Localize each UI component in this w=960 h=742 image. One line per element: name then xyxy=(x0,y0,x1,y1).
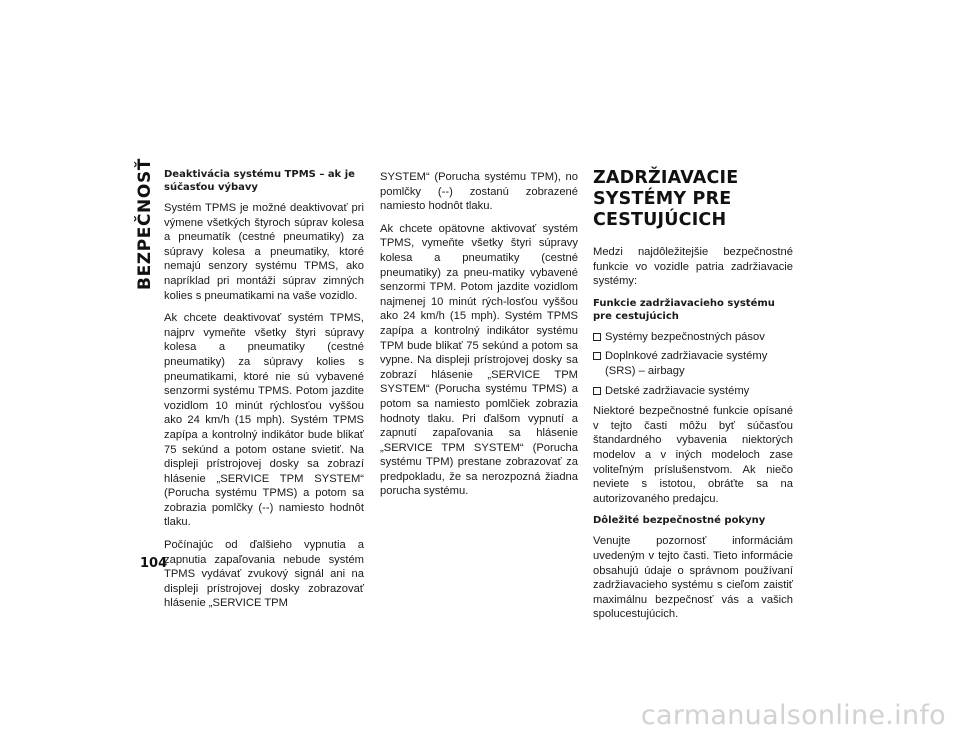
paragraph: Niektoré bezpečnostné funkcie opísané v tejto časti môžu byť súčasťou štandardného vybavenia niektorých modelov a v iných modeloch zase voliteľným príslušenstvom. Ak niečo neviete s istotou, obráťte sa na autorizovaného predajcu. xyxy=(593,405,793,505)
section-side-tab-label: BEZPEČNOSŤ xyxy=(135,158,155,290)
restraint-feature-list xyxy=(593,330,793,398)
safety-instructions-heading: Dôležité bezpečnostné pokyny xyxy=(593,515,766,527)
section-side-tab xyxy=(132,160,158,288)
list-item xyxy=(593,384,793,399)
section-title: ZADRŽIAVACIE SYSTÉMY PRE CESTUJÚCICH xyxy=(593,168,739,230)
paragraph: Ak chcete deaktivovať systém TPMS, najprv vymeňte všetky štyri súpravy kolesa a pneumatiky (cestné pneumatiky) za súpravy kolies s pneumatikami, ktoré nie sú vybavené senzormi systému TPMS. Potom jazdite vozidlom 10 minút rýchlosťou vyššou ako 24 km/h (15 mph). Systém TPMS zapípa a kontrolný indikátor bude blikať 75 sekúnd a potom ostane svietiť. Na displeji prístrojovej dosky sa zobrazí hlásenie „SERVICE TPM SYSTEM“ (Porucha systému TPMS) a potom sa zobrazia pomlčky (--) namiesto hodnôt tlaku. xyxy=(164,312,364,529)
checkbox-bullet-icon xyxy=(593,352,601,360)
restraint-features-heading: Funkcie zadržiavacieho systému pre cestujúcich xyxy=(593,297,775,322)
paragraph: Systém TPMS je možné deaktivovať pri výmene všetkých štyroch súprav kolesa a pneumatík (cestné pneumatiky) za súpravy kolesa a pneumatiky, ktoré nemajú senzory systému TPMS, ako napríklad pri montáži súprav zimných kolies s pneumatikami na vaše vozidlo. xyxy=(164,202,364,302)
list-item-text: Systémy bezpečnostných pásov xyxy=(605,330,765,343)
column-right xyxy=(593,168,793,630)
list-item xyxy=(593,349,793,378)
paragraph: Ak chcete opätovne aktivovať systém TPMS, vymeňte všetky štyri súpravy kolesa a pneumatiky (cestné pneumatiky) za pneu-matiky vybavené senzormi TPM. Potom jazdite vozidlom najmenej 10 minút rých-losťou vyššou ako 24 km/h (15 mph). Systém TPMS zapípa a kontrolný indikátor systému TPM bude blikať 75 sekúnd a potom sa vypne. Na displeji prístrojovej dosky sa zobrazí hlásenie „SERVICE TPM SYSTEM“ (Porucha systému TPMS) a potom sa namiesto pomlčiek zobrazia hodnoty tlaku. Pri ďalšom vypnutí a zapnutí zapaľovania sa hlásenie „SERVICE TPM SYSTEM“ (Porucha systému TPM) prestane zobrazovať za predpokladu, že sa nerozpozná žiadna porucha systému. xyxy=(380,222,578,498)
paragraph: Venujte pozornosť informáciám uvedeným v tejto časti. Tieto informácie obsahujú údaje o správnom používaní zadržiavacieho systému s cieľom zaistiť maximálnu bezpečnosť vás a vašich spolucestujúcich. xyxy=(593,535,793,621)
page-number: 104 xyxy=(140,556,168,571)
checkbox-bullet-icon xyxy=(593,387,601,395)
list-item xyxy=(593,330,793,345)
tpms-deactivation-heading: Deaktivácia systému TPMS – ak je súčasťou výbavy xyxy=(164,169,355,193)
paragraph: Počínajúc od ďalšieho vypnutia a zapnutia zapaľovania nebude systém TPMS vydávať zvukový signál ani na displeji prístrojovej dosky zobrazovať hlásenie „SERVICE TPM xyxy=(164,539,364,610)
list-item-text: Doplnkové zadržiavacie systémy (SRS) – airbagy xyxy=(605,350,768,377)
checkbox-bullet-icon xyxy=(593,333,601,341)
watermark: carmanualsonline.info xyxy=(640,700,946,731)
column-left xyxy=(164,168,364,619)
column-middle xyxy=(380,170,578,507)
paragraph: SYSTEM“ (Porucha systému TPM), no pomlčky (--) zostanú zobrazené namiesto hodnôt tlaku. xyxy=(380,171,578,213)
paragraph: Medzi najdôležitejšie bezpečnostné funkcie vo vozidle patria zadržiavacie systémy: xyxy=(593,246,793,288)
list-item-text: Detské zadržiavacie systémy xyxy=(605,384,750,397)
